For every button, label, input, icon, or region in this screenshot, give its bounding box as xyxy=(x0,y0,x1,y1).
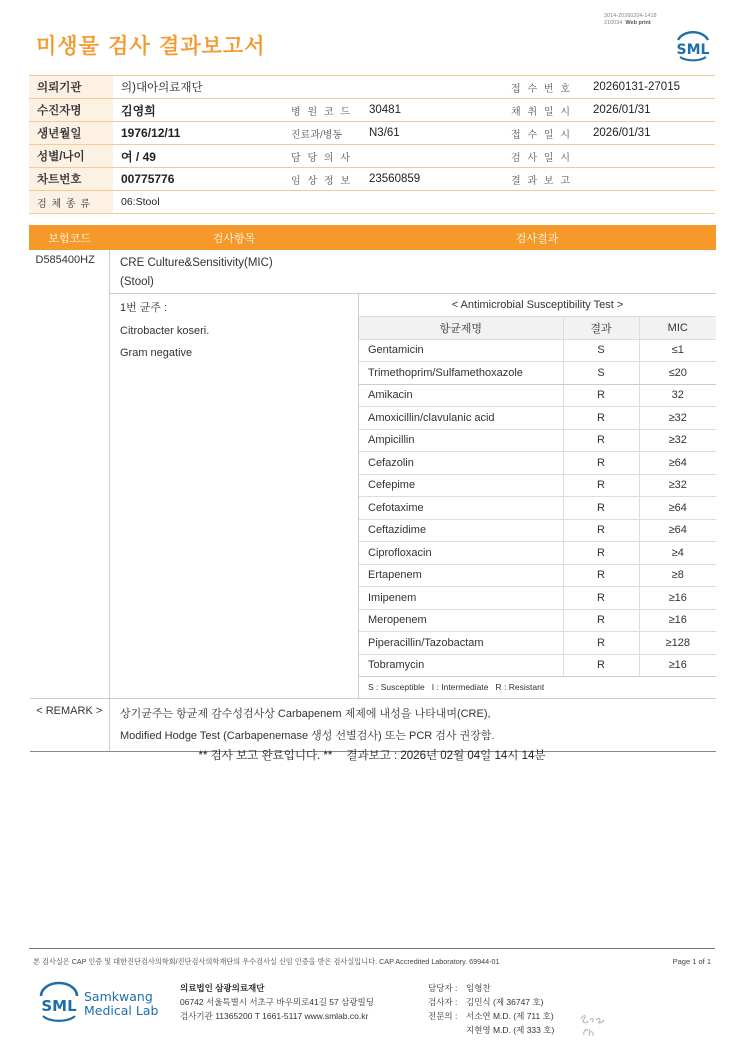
info-row xyxy=(29,191,715,214)
antibiotic-name: Imipenem xyxy=(359,587,563,610)
antibiotic-name: Ciprofloxacin xyxy=(359,542,563,565)
label-birth-date: 생년월일 xyxy=(29,122,113,145)
brand-line-1: Samkwang xyxy=(84,989,153,1004)
clinical-info: 23560859 xyxy=(361,168,503,191)
department-ward: N3/61 xyxy=(361,122,503,145)
remark-line-1: 상기균주는 항균제 감수성검사상 Carbapenem 제제에 내성을 나타내며(CRE), xyxy=(110,698,716,725)
ast-row xyxy=(359,564,716,587)
print-code-line1: 3014-20260204-1418 xyxy=(604,13,657,19)
birth-date: 1976/12/11 xyxy=(113,122,283,145)
ast-row xyxy=(359,384,716,407)
staff-name: 서소연 M.D. (제 711 호) xyxy=(466,1011,554,1021)
staff-role: 담당자 : xyxy=(428,983,458,993)
antibiotic-result: R xyxy=(563,474,639,497)
test-title xyxy=(110,250,716,294)
label-patient-name: 수진자명 xyxy=(29,99,113,122)
collection-date: 2026/01/31 xyxy=(585,99,715,122)
antibiotic-name: Ampicillin xyxy=(359,429,563,452)
antibiotic-name: Tobramycin xyxy=(359,654,563,677)
signature-icon xyxy=(578,1011,608,1039)
header-test-item: 검사항목 xyxy=(110,226,359,250)
antibiotic-result: R xyxy=(563,429,639,452)
antibiotic-result: S xyxy=(563,362,639,385)
antibiotic-mic: ≥64 xyxy=(639,452,716,475)
antibiotic-name: Piperacillin/Tazobactam xyxy=(359,632,563,655)
staff-name: 임형찬 xyxy=(466,983,491,993)
antibiotic-name: Trimethoprim/Sulfamethoxazole xyxy=(359,362,563,385)
accession-no: 20260131-27015 xyxy=(585,76,715,99)
info-row xyxy=(29,168,715,191)
contact: 검사기관 11365200 T 1661-5117 www.smlab.co.kr xyxy=(180,1011,369,1021)
label-received-date: 접 수 일 시 xyxy=(503,122,585,145)
ast-row xyxy=(359,542,716,565)
antibiotic-name: Cefazolin xyxy=(359,452,563,475)
staff-role: 검사자 : xyxy=(428,997,458,1007)
antibiotic-result: R xyxy=(563,587,639,610)
patient-name: 김영희 xyxy=(113,99,283,122)
remark-row-1 xyxy=(30,698,716,725)
organism-row xyxy=(30,294,716,699)
antibiotic-mic: ≥64 xyxy=(639,497,716,520)
label-specimen-type: 검 체 종 류 xyxy=(29,191,113,214)
ast-header-mic: MIC xyxy=(639,317,716,340)
organism-name: Citrobacter koseri. xyxy=(120,324,210,337)
brand-line-2: Medical Lab xyxy=(84,1003,159,1018)
ast-legend: S : Susceptible I : Intermediate R : Resistant xyxy=(368,682,545,693)
sml-bottom-logo-text: SML xyxy=(41,997,77,1015)
ast-row xyxy=(359,362,716,385)
antibiotic-name: Ceftazidime xyxy=(359,519,563,542)
received-date: 2026/01/31 xyxy=(585,122,715,145)
patient-info-table xyxy=(29,75,715,214)
page-title: 미생물 검사 결과보고서 xyxy=(36,34,266,58)
staff-row xyxy=(428,995,628,1009)
ast-cell xyxy=(359,294,716,699)
remark-label: < REMARK > xyxy=(30,698,110,751)
org-name: 의료법인 삼광의료재단 xyxy=(180,983,265,993)
antibiotic-mic: ≥16 xyxy=(639,654,716,677)
specimen-label: (Stool) xyxy=(120,276,154,288)
antibiotic-mic: ≤1 xyxy=(639,339,716,362)
info-row xyxy=(29,76,715,99)
antibiotic-result: R xyxy=(563,542,639,565)
sml-logo-icon xyxy=(672,28,714,62)
ast-header-row xyxy=(359,317,716,340)
antibiotic-result: R xyxy=(563,497,639,520)
antibiotic-mic: ≥8 xyxy=(639,564,716,587)
label-department-ward: 진료과/병동 xyxy=(283,122,361,145)
staff-role: 전문의 : xyxy=(428,1011,458,1021)
ast-row xyxy=(359,632,716,655)
ast-row xyxy=(359,497,716,520)
ast-row xyxy=(359,609,716,632)
completion-line xyxy=(0,747,744,763)
info-row xyxy=(29,122,715,145)
antibiotic-mic: ≥128 xyxy=(639,632,716,655)
label-result-report: 결 과 보 고 xyxy=(503,168,585,191)
ast-title: < Antimicrobial Susceptibility Test > xyxy=(359,294,716,317)
antibiotic-result: R xyxy=(563,564,639,587)
label-requesting-org: 의뢰기관 xyxy=(29,76,113,99)
ast-row xyxy=(359,429,716,452)
ast-row xyxy=(359,452,716,475)
address: 06742 서울특별시 서초구 바우뫼로41길 57 삼광빌딩 xyxy=(180,997,374,1007)
ast-row xyxy=(359,407,716,430)
label-accession-no: 접 수 번 호 xyxy=(503,76,585,99)
antibiotic-name: Amoxicillin/clavulanic acid xyxy=(359,407,563,430)
ast-legend-row xyxy=(359,677,716,698)
requesting-org: 의)대아의료재단 xyxy=(113,76,503,99)
antibiotic-name: Amikacin xyxy=(359,384,563,407)
staff-role xyxy=(428,1023,466,1037)
staff-name: 김민식 (제 36747 호) xyxy=(466,997,544,1007)
info-row xyxy=(29,99,715,122)
print-code-line2: 210034 xyxy=(604,20,623,26)
header-insurance-code: 보험코드 xyxy=(30,226,110,250)
label-test-date: 검 사 일 시 xyxy=(503,145,585,168)
test-date xyxy=(585,145,715,168)
antibiotic-name: Cefotaxime xyxy=(359,497,563,520)
hospital-code: 30481 xyxy=(361,99,503,122)
ast-row xyxy=(359,474,716,497)
antibiotic-mic: ≥32 xyxy=(639,429,716,452)
label-collection-date: 채 취 일 시 xyxy=(503,99,585,122)
antibiotic-name: Ertapenem xyxy=(359,564,563,587)
antibiotic-result: R xyxy=(563,384,639,407)
sex-age: 여 / 49 xyxy=(113,145,283,168)
antibiotic-mic: ≥32 xyxy=(639,407,716,430)
organism-cell xyxy=(110,294,359,699)
results-header-row xyxy=(30,226,716,250)
doctor xyxy=(361,145,503,168)
antibiotic-result: S xyxy=(563,339,639,362)
ast-row xyxy=(359,654,716,677)
label-doctor: 담 당 의 사 xyxy=(283,145,361,168)
accreditation-note: 본 검사실은 CAP 인증 및 대한진단검사의학회/진단검사의학재단의 우수검사실 신임 인증을 받은 검사실입니다. CAP Accredited Laboratory. 69944-01 xyxy=(33,957,500,966)
sml-bottom-logo-icon xyxy=(36,981,82,1023)
brand-name xyxy=(84,990,158,1018)
label-hospital-code: 병 원 코 드 xyxy=(283,99,361,122)
antibiotic-mic: 32 xyxy=(639,384,716,407)
antibiotic-result: R xyxy=(563,609,639,632)
results-table xyxy=(29,225,716,752)
insurance-code: D585400HZ xyxy=(30,250,110,699)
antibiotic-mic: ≥64 xyxy=(639,519,716,542)
staff-name: 지현영 M.D. (제 333 호) xyxy=(466,1025,555,1035)
ast-title-row xyxy=(359,294,716,317)
test-name: CRE Culture&Sensitivity(MIC) xyxy=(120,257,273,269)
antibiotic-result: R xyxy=(563,452,639,475)
antibiotic-mic: ≥4 xyxy=(639,542,716,565)
completion-message: ** 검사 보고 완료입니다. ** xyxy=(198,750,333,762)
print-code xyxy=(604,13,684,27)
antibiotic-result: R xyxy=(563,407,639,430)
report-time: 결과보고 : 2026년 02월 04일 14시 14분 xyxy=(346,750,546,762)
chart-no: 00775776 xyxy=(113,168,283,191)
antibiotic-name: Gentamicin xyxy=(359,339,563,362)
label-chart-no: 차트번호 xyxy=(29,168,113,191)
ast-row xyxy=(359,519,716,542)
address-block xyxy=(180,981,374,1023)
info-row xyxy=(29,145,715,168)
antibiotic-mic: ≥16 xyxy=(639,609,716,632)
antibiotic-result: R xyxy=(563,519,639,542)
gram-stain: Gram negative xyxy=(120,347,193,359)
test-row xyxy=(30,250,716,294)
web-print-label: Web print xyxy=(625,20,651,26)
ast-header-antibiotic: 항균제명 xyxy=(359,317,563,340)
label-sex-age: 성별/나이 xyxy=(29,145,113,168)
remark-line-2: Modified Hodge Test (Carbapenemase 생성 선별검사) 또는 PCR 검사 권장함. xyxy=(110,725,716,752)
sml-logo-text: SML xyxy=(676,42,710,58)
antibiotic-mic: ≤20 xyxy=(639,362,716,385)
antibiotic-result: R xyxy=(563,654,639,677)
antibiotic-name: Meropenem xyxy=(359,609,563,632)
label-clinical-info: 임 상 정 보 xyxy=(283,168,361,191)
header-test-result: 검사결과 xyxy=(359,226,716,250)
ast-row xyxy=(359,339,716,362)
ast-row xyxy=(359,587,716,610)
antibiotic-mic: ≥32 xyxy=(639,474,716,497)
result-report xyxy=(585,168,715,191)
footer-divider xyxy=(29,948,715,949)
antibiotic-mic: ≥16 xyxy=(639,587,716,610)
antibiotic-result: R xyxy=(563,632,639,655)
specimen-type: 06:Stool xyxy=(113,191,715,214)
page-number: Page 1 of 1 xyxy=(672,957,711,966)
organism-label: 1번 균주 : xyxy=(120,302,168,314)
ast-header-result: 결과 xyxy=(563,317,639,340)
staff-row xyxy=(428,981,628,995)
antibiotic-name: Cefepime xyxy=(359,474,563,497)
ast-table xyxy=(359,294,716,698)
